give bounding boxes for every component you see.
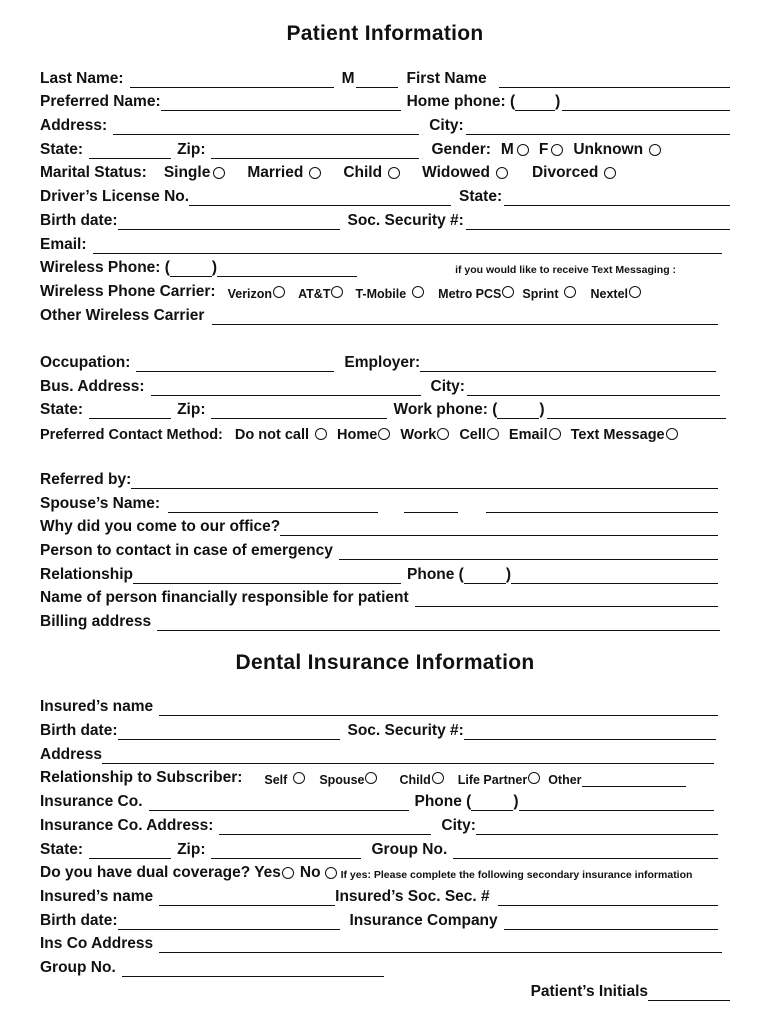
spouse-name-label: Spouse’s Name:: [40, 495, 161, 512]
row-drivers-license: [40, 184, 730, 206]
row-bus-state: [40, 397, 730, 419]
dental-insurance-title: Dental Insurance Information: [235, 651, 535, 674]
row-group-no-2: [40, 955, 730, 977]
ins-co-address-label: Insurance Co. Address:: [40, 817, 214, 834]
insured-ssn-label: Insured’s Soc. Sec. #: [335, 888, 490, 905]
ins-birth-date-field[interactable]: [118, 723, 340, 740]
row-insured-name: [40, 694, 730, 716]
ins-phone-label: Phone (: [414, 793, 472, 810]
carrier-att-label: AT&T: [298, 287, 331, 301]
divorced-radio[interactable]: [604, 167, 616, 179]
phone-field[interactable]: [511, 567, 718, 584]
contact-text-radio[interactable]: [666, 428, 678, 440]
rel-child-label: Child: [399, 773, 431, 787]
wireless-phone-paren: ): [211, 259, 218, 276]
insurance-co-field[interactable]: [149, 794, 409, 811]
occupation-field[interactable]: [136, 355, 334, 372]
spouse-field-2[interactable]: [404, 496, 458, 513]
phone-label: Phone (: [407, 566, 464, 583]
bus-city-field[interactable]: [467, 379, 720, 396]
ins-zip-label: Zip:: [177, 841, 206, 858]
ins-address-label: Address: [40, 746, 103, 763]
state-label: State:: [40, 141, 84, 158]
row-wireless-carrier: [40, 279, 730, 301]
contact-donotcall-radio[interactable]: [315, 428, 327, 440]
gender-unknown-radio[interactable]: [649, 144, 661, 156]
widowed-radio[interactable]: [496, 167, 508, 179]
single-radio[interactable]: [213, 167, 225, 179]
financially-responsible-label: Name of person financially responsible for patient: [40, 589, 409, 606]
birth-date-2-field[interactable]: [118, 913, 340, 930]
row-ins-state: [40, 837, 730, 859]
contact-method-label: Preferred Contact Method:: [40, 427, 223, 443]
phone-area-field[interactable]: [464, 567, 506, 584]
row-other-carrier: [40, 303, 730, 325]
contact-cell-label: Cell: [459, 427, 486, 443]
contact-donotcall-label: Do not call: [234, 427, 310, 443]
referred-by-label: Referred by:: [40, 471, 132, 488]
relationship-field[interactable]: [133, 567, 401, 584]
address-label: Address:: [40, 117, 108, 134]
bus-state-field[interactable]: [89, 402, 171, 419]
gender-unknown-label: Unknown: [573, 141, 644, 158]
bus-zip-label: Zip:: [177, 401, 206, 418]
drivers-license-field[interactable]: [189, 189, 451, 206]
single-label: Single: [163, 164, 211, 181]
married-label: Married: [247, 164, 304, 181]
dl-state-field[interactable]: [504, 189, 730, 206]
rel-spouse-label: Spouse: [319, 773, 365, 787]
row-dual-coverage: [40, 860, 730, 882]
row-emergency-contact: [40, 538, 730, 560]
ins-phone-field[interactable]: [519, 794, 714, 811]
carrier-metropcs-label: Metro PCS: [438, 287, 502, 301]
row-email: [40, 232, 730, 254]
insured-name-2-field[interactable]: [159, 889, 335, 906]
group-no-2-field[interactable]: [122, 960, 384, 977]
why-office-field[interactable]: [280, 519, 718, 536]
row-ins-birth-ssn: [40, 718, 730, 740]
group-no-label: Group No.: [371, 841, 448, 858]
row-birth-company: [40, 908, 730, 930]
contact-home-label: Home: [337, 427, 378, 443]
insurance-co-label: Insurance Co.: [40, 793, 143, 810]
carrier-nextel-radio[interactable]: [629, 286, 641, 298]
carrier-tmobile-radio[interactable]: [412, 286, 424, 298]
row-ins-co-address: [40, 813, 730, 835]
contact-email-radio[interactable]: [549, 428, 561, 440]
patient-initials-field[interactable]: [648, 984, 730, 1001]
patient-initials-label: Patient’s Initials: [530, 983, 648, 1000]
rel-self-label: Self: [264, 773, 288, 787]
last-name-label: Last Name:: [40, 70, 124, 87]
contact-work-label: Work: [400, 427, 437, 443]
gender-label: Gender:: [431, 141, 491, 158]
emergency-contact-label: Person to contact in case of emergency: [40, 542, 333, 559]
gender-m-radio[interactable]: [517, 144, 529, 156]
carrier-tmobile-label: T-Mobile: [355, 287, 407, 301]
contact-home-radio[interactable]: [378, 428, 390, 440]
marital-status-label: Marital Status:: [40, 164, 147, 181]
child-radio[interactable]: [388, 167, 400, 179]
bus-state-label: State:: [40, 401, 84, 418]
group-no-field[interactable]: [453, 842, 718, 859]
wireless-phone-label: Wireless Phone: (: [40, 259, 170, 276]
gender-m-label: M: [500, 141, 514, 158]
state-field[interactable]: [89, 142, 171, 159]
billing-address-label: Billing address: [40, 613, 152, 630]
ins-phone-area-field[interactable]: [471, 794, 513, 811]
work-phone-field[interactable]: [547, 402, 726, 419]
row-occupation: [40, 350, 730, 372]
dual-coverage-note: If yes: Please complete the following secondary insurance information: [340, 869, 693, 881]
birth-date-field[interactable]: [118, 213, 340, 230]
home-phone-paren: ): [555, 93, 561, 110]
row-referred-by: [40, 467, 730, 489]
ins-phone-paren: ): [513, 793, 519, 810]
insurance-company-label: Insurance Company: [349, 912, 498, 929]
ins-city-label: City:: [441, 817, 476, 834]
bus-city-label: City:: [430, 378, 465, 395]
first-name-label: First Name: [406, 70, 487, 87]
bus-address-field[interactable]: [151, 379, 421, 396]
city-label: City:: [429, 117, 464, 134]
row-bus-address: [40, 374, 730, 396]
wireless-phone-field[interactable]: [217, 260, 357, 277]
row-financially-responsible: [40, 585, 730, 607]
ins-ssn-label: Soc. Security #:: [347, 722, 464, 739]
drivers-license-label: Driver’s License No.: [40, 188, 190, 205]
row-marital-status: [40, 160, 730, 182]
carrier-sprint-label: Sprint: [522, 287, 559, 301]
ins-co-address-2-field[interactable]: [159, 936, 722, 953]
ins-ssn-field[interactable]: [464, 723, 716, 740]
row-ins-address: [40, 742, 730, 764]
group-no-2-label: Group No.: [40, 959, 116, 976]
dual-yes-radio[interactable]: [282, 867, 294, 879]
row-billing-address: [40, 609, 730, 631]
wireless-phone-area-field[interactable]: [170, 260, 212, 277]
employer-label: Employer:: [344, 354, 421, 371]
rel-lifepartner-label: Life Partner: [457, 773, 528, 787]
billing-address-field[interactable]: [157, 614, 720, 631]
gender-f-radio[interactable]: [551, 144, 563, 156]
preferred-name-label: Preferred Name:: [40, 93, 161, 110]
address-field[interactable]: [113, 118, 419, 135]
rel-child-radio[interactable]: [432, 772, 444, 784]
bus-address-label: Bus. Address:: [40, 378, 145, 395]
gender-f-label: F: [538, 141, 549, 158]
carrier-att-radio[interactable]: [331, 286, 343, 298]
row-patient-initials: [40, 979, 730, 1001]
last-name-field[interactable]: [130, 71, 334, 88]
ins-state-field[interactable]: [89, 842, 171, 859]
bus-zip-field[interactable]: [211, 402, 387, 419]
row-address: [40, 113, 730, 135]
insured-name-2-label: Insured’s name: [40, 888, 154, 905]
ssn-field[interactable]: [466, 213, 730, 230]
carrier-verizon-label: Verizon: [227, 287, 273, 301]
carrier-nextel-label: Nextel: [590, 287, 629, 301]
zip-label: Zip:: [177, 141, 206, 158]
email-field[interactable]: [93, 237, 722, 254]
row-insurance-co: [40, 789, 730, 811]
row-wireless-phone: [40, 255, 730, 277]
row-insured-name-2: [40, 884, 730, 906]
carrier-sprint-radio[interactable]: [564, 286, 576, 298]
phone-paren: ): [505, 566, 512, 583]
work-phone-paren: ): [539, 401, 545, 418]
dual-coverage-label: Do you have dual coverage?: [40, 864, 251, 881]
ins-city-field[interactable]: [476, 818, 718, 835]
ins-co-address-2-label: Ins Co Address: [40, 935, 154, 952]
work-phone-label: Work phone: (: [393, 401, 498, 418]
rel-other-field[interactable]: [582, 773, 686, 787]
employer-field[interactable]: [420, 355, 716, 372]
birth-date-2-label: Birth date:: [40, 912, 118, 929]
patient-information-title: Patient Information: [286, 22, 484, 45]
rel-lifepartner-radio[interactable]: [528, 772, 540, 784]
rel-self-radio[interactable]: [293, 772, 305, 784]
emergency-contact-field[interactable]: [339, 543, 718, 560]
birth-date-label: Birth date:: [40, 212, 118, 229]
home-phone-area-field[interactable]: [515, 94, 555, 111]
relationship-label: Relationship: [40, 566, 134, 583]
financially-responsible-field[interactable]: [415, 590, 718, 607]
middle-initial-field[interactable]: [356, 71, 398, 88]
other-carrier-field[interactable]: [212, 308, 718, 325]
ins-co-address-field[interactable]: [219, 818, 431, 835]
home-phone-label: Home phone: (: [406, 93, 516, 110]
wireless-carrier-label: Wireless Phone Carrier:: [40, 283, 216, 300]
rel-other-label: Other: [548, 773, 582, 787]
ins-birth-date-label: Birth date:: [40, 722, 118, 739]
insured-name-field[interactable]: [159, 699, 718, 716]
married-radio[interactable]: [309, 167, 321, 179]
row-contact-method: [40, 421, 730, 443]
row-ins-co-address-2: [40, 931, 730, 953]
text-messaging-note: if you would like to receive Text Messaging :: [455, 264, 677, 276]
row-name: [40, 66, 730, 88]
spouse-field-3[interactable]: [486, 496, 718, 513]
ins-zip-field[interactable]: [211, 842, 361, 859]
contact-cell-radio[interactable]: [487, 428, 499, 440]
ins-relationship-label: Relationship to Subscriber:: [40, 769, 243, 786]
email-label: Email:: [40, 236, 87, 253]
dl-state-label: State:: [459, 188, 503, 205]
divorced-label: Divorced: [531, 164, 599, 181]
city-field[interactable]: [466, 118, 730, 135]
middle-initial-label: M: [341, 70, 355, 87]
row-state-zip-gender: [40, 137, 730, 159]
other-carrier-label: Other Wireless Carrier: [40, 307, 205, 324]
contact-text-label: Text Message: [570, 427, 665, 443]
ins-state-label: State:: [40, 841, 84, 858]
why-office-label: Why did you come to our office?: [40, 518, 281, 535]
ins-address-field[interactable]: [102, 747, 714, 764]
child-label: Child: [343, 164, 383, 181]
row-relationship: [40, 562, 730, 584]
occupation-label: Occupation:: [40, 354, 131, 371]
row-why-office: [40, 514, 730, 536]
spouse-name-field[interactable]: [168, 496, 378, 513]
home-phone-field[interactable]: [562, 94, 730, 111]
insurance-company-field[interactable]: [504, 913, 718, 930]
rel-spouse-radio[interactable]: [365, 772, 377, 784]
row-spouse: [40, 491, 730, 513]
work-phone-area-field[interactable]: [497, 402, 539, 419]
carrier-verizon-radio[interactable]: [273, 286, 285, 298]
contact-email-label: Email: [508, 427, 548, 443]
referred-by-field[interactable]: [131, 472, 718, 489]
zip-field[interactable]: [211, 142, 419, 159]
ssn-label: Soc. Security #:: [347, 212, 464, 229]
row-preferred-name: [40, 89, 730, 111]
insured-name-label: Insured’s name: [40, 698, 154, 715]
preferred-name-field[interactable]: [161, 94, 401, 111]
dual-yes-label: Yes: [254, 864, 281, 881]
first-name-field[interactable]: [499, 71, 730, 88]
contact-work-radio[interactable]: [437, 428, 449, 440]
dual-no-radio[interactable]: [325, 867, 337, 879]
row-birth-ssn: [40, 208, 730, 230]
widowed-label: Widowed: [422, 164, 490, 181]
dual-no-label: No: [299, 864, 321, 881]
carrier-metropcs-radio[interactable]: [502, 286, 514, 298]
insured-ssn-field[interactable]: [498, 889, 718, 906]
row-ins-relationship: [40, 765, 730, 787]
